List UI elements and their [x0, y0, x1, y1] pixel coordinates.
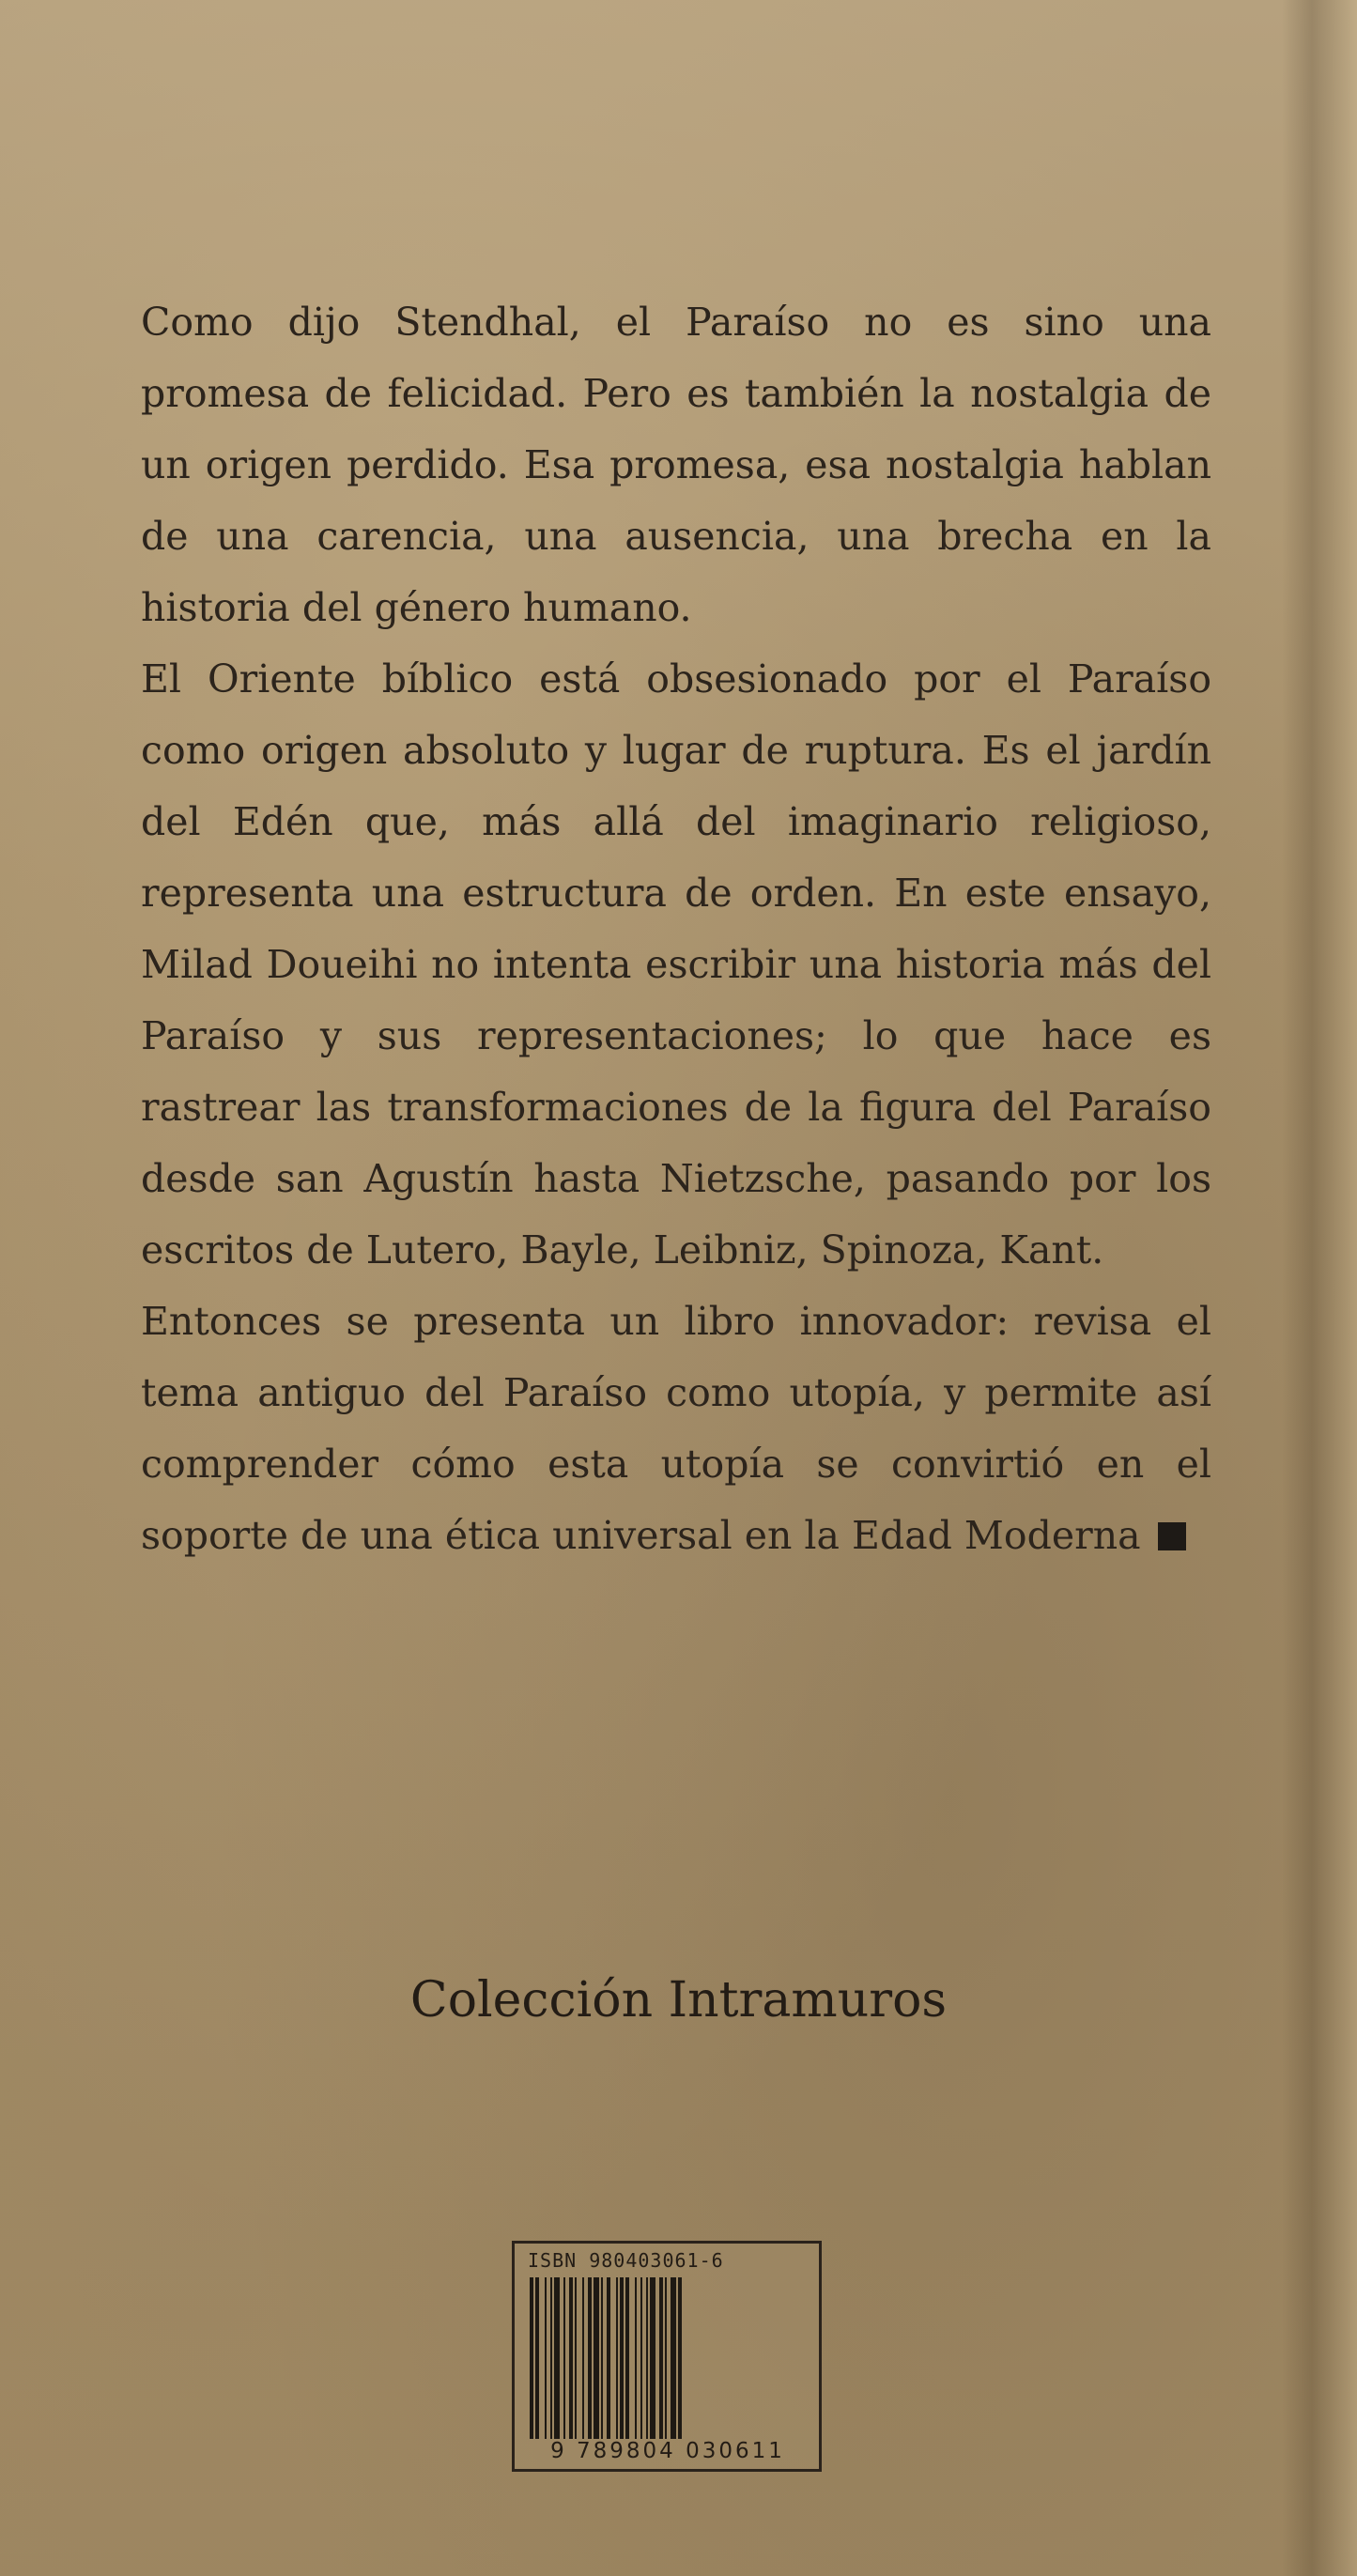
end-mark-square: [1158, 1522, 1186, 1550]
blurb-paragraph-3-text: Entonces se presenta un libro innovador: revisa el tema antiguo del Paraíso como utopía, y permite así comprender cómo esta utopía se convirtió en el soporte de una ética universal en la Edad Moderna: [141, 1299, 1211, 1558]
barcode-bar: [678, 2277, 682, 2439]
collection-name: Colección Intramuros: [409, 1972, 948, 2028]
barcode: [512, 2241, 822, 2472]
barcode-bar: [665, 2277, 667, 2439]
barcode-bar: [535, 2277, 539, 2439]
barcode-bar: [635, 2277, 637, 2439]
barcode-bar: [625, 2277, 629, 2439]
barcode-bar: [640, 2277, 642, 2439]
barcode-bar: [582, 2277, 584, 2439]
back-cover-blurb: [141, 286, 1211, 1571]
barcode-bar: [550, 2277, 552, 2439]
barcode-bar: [671, 2277, 676, 2439]
barcode-bar: [563, 2277, 565, 2439]
barcode-bar: [616, 2277, 618, 2439]
barcode-bar: [575, 2277, 577, 2439]
barcode-digits: 9 789804 030611: [550, 2439, 785, 2463]
barcode-bar: [607, 2277, 610, 2439]
barcode-bar: [545, 2277, 547, 2439]
isbn-label: ISBN 980403061-6: [528, 2249, 724, 2272]
barcode-bar: [594, 2277, 599, 2439]
barcode-bar: [659, 2277, 663, 2439]
barcode-bar: [530, 2277, 533, 2439]
barcode-bars: [528, 2277, 806, 2439]
blurb-paragraph-2: El Oriente bíblico está obsesionado por el Paraíso como origen absoluto y lugar de ruptura. Es el jardín del Edén que, más allá del imaginario religioso, representa una estructura de orden. En este ensayo, Milad Doueihi no intenta escribir una historia más del Paraíso y sus representaciones; lo que hace es rastrear las transformaciones de la figura del Paraíso desde san Agustín hasta Nietzsche, pasando por los escritos de Lutero, Bayle, Leibniz, Spinoza, Kant.: [141, 656, 1211, 1273]
blurb-paragraph-3: [141, 1286, 1211, 1571]
barcode-bar: [588, 2277, 592, 2439]
barcode-bar: [620, 2277, 624, 2439]
barcode-bar: [554, 2277, 560, 2439]
barcode-bar: [569, 2277, 573, 2439]
barcode-bar: [650, 2277, 655, 2439]
barcode-bar: [646, 2277, 648, 2439]
spine-edge: [1282, 0, 1357, 2576]
blurb-paragraph-1: Como dijo Stendhal, el Paraíso no es sino una promesa de felicidad. Pero es también la nostalgia de un origen perdido. Esa promesa, esa nostalgia hablan de una carencia, una ausencia, una brecha en la historia del género humano.: [141, 300, 1211, 630]
barcode-bar: [601, 2277, 603, 2439]
